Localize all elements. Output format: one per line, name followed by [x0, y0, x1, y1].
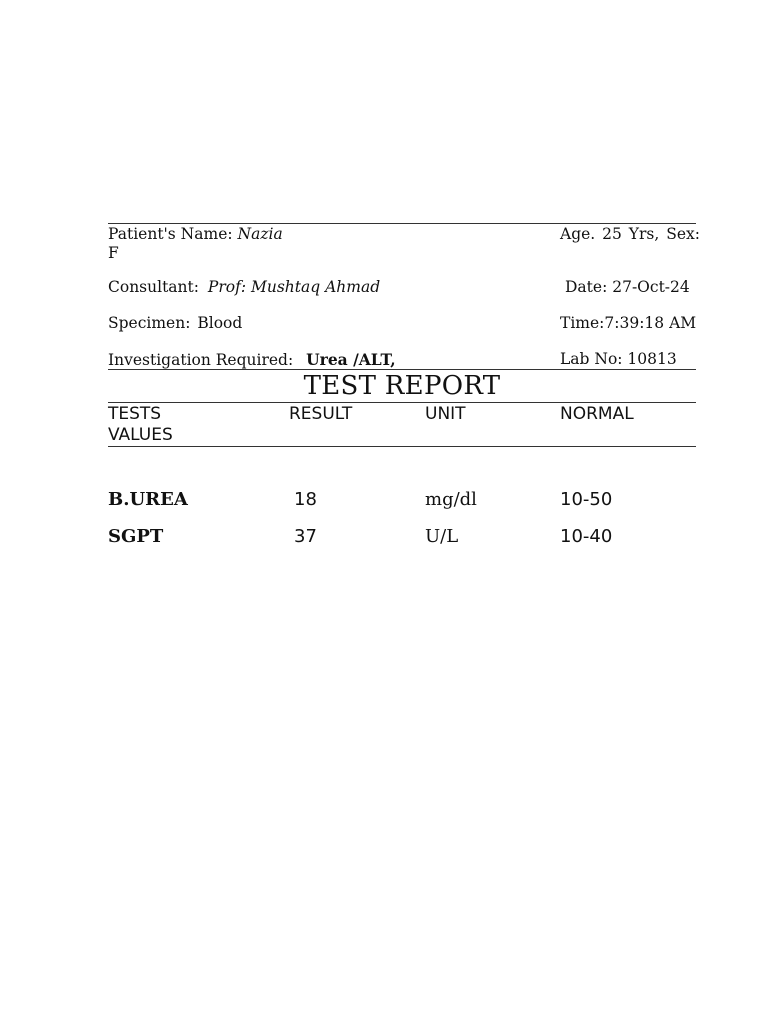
patient-name-value: Nazia: [237, 225, 283, 243]
column-header-tests: TESTS: [108, 404, 162, 424]
report-time: Time:7:39:18 AM: [560, 314, 697, 332]
test-normal-range: 10-50: [560, 489, 613, 510]
column-header-unit: UNIT: [425, 404, 466, 424]
consultant-field: [108, 278, 380, 297]
test-name: B.UREA: [108, 489, 188, 510]
patient-age-sex: Age. 25 Yrs, Sex:: [560, 225, 700, 243]
test-unit: mg/dl: [425, 489, 477, 510]
test-result: 18: [294, 489, 317, 510]
report-date: Date: 27-Oct-24: [565, 278, 690, 296]
consultant-label: Consultant:: [108, 278, 199, 296]
patient-name-label: Patient's Name:: [108, 225, 233, 243]
lab-number: Lab No: 10813: [560, 350, 677, 368]
header-top-rule: [108, 223, 696, 224]
specimen-field: [108, 314, 242, 333]
title-bottom-rule: [108, 402, 696, 403]
test-result: 37: [294, 526, 317, 547]
investigation-field: [108, 350, 396, 370]
header-bottom-rule: [108, 446, 696, 447]
patient-sex-value: F: [108, 244, 119, 262]
specimen-value: Blood: [197, 314, 243, 332]
test-name: SGPT: [108, 526, 164, 547]
column-header-normal: NORMAL: [560, 404, 634, 424]
report-title: TEST REPORT: [303, 371, 501, 401]
test-normal-range: 10-40: [560, 526, 613, 547]
investigation-label: Investigation Required:: [108, 351, 294, 369]
test-unit: U/L: [425, 526, 459, 547]
investigation-value: Urea /ALT,: [306, 350, 396, 369]
patient-name-field: [108, 225, 283, 244]
column-header-result: RESULT: [289, 404, 353, 424]
consultant-value: Prof: Mushtaq Ahmad: [207, 278, 381, 296]
column-header-values: VALUES: [108, 425, 173, 445]
specimen-label: Specimen:: [108, 314, 191, 332]
